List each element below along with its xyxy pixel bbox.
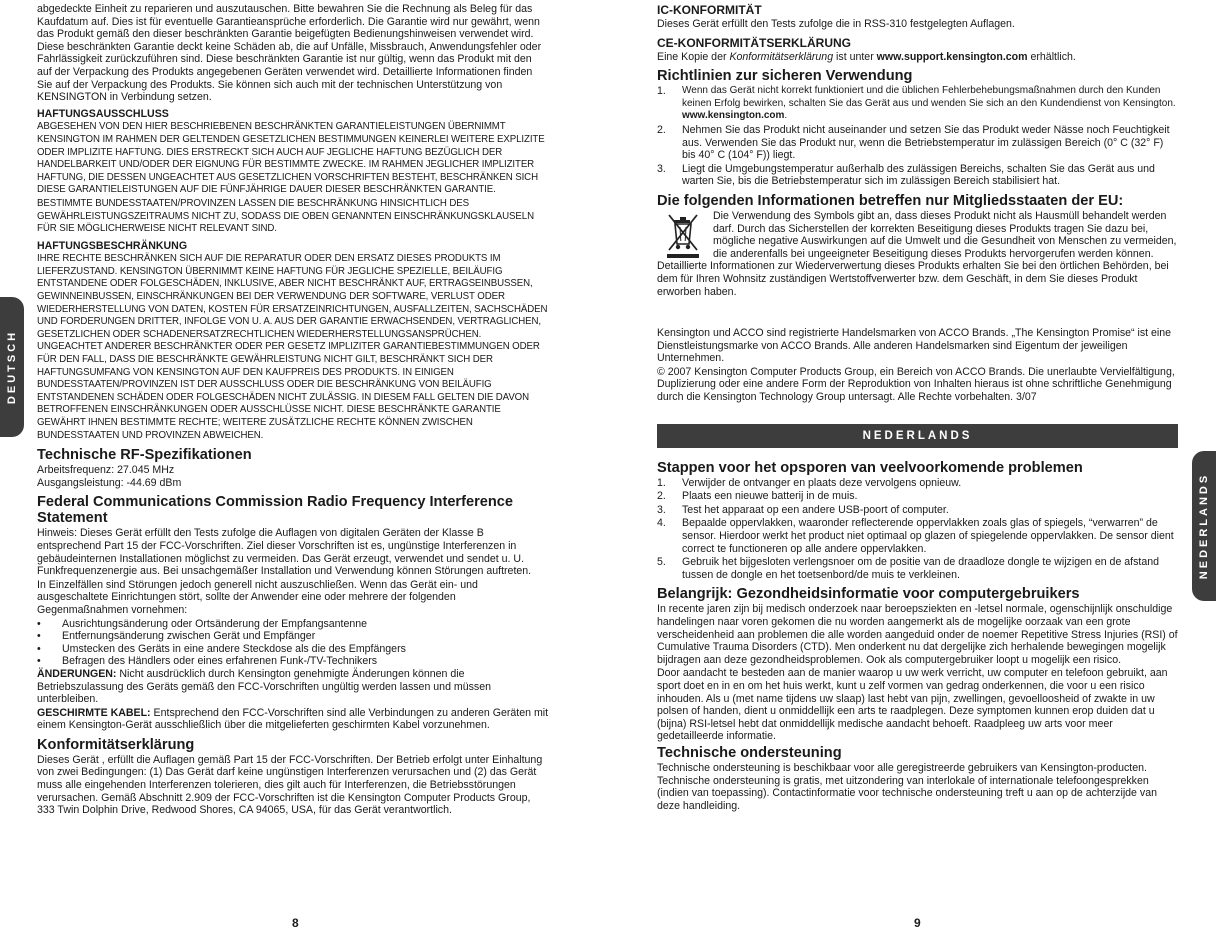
page-left [37, 3, 549, 818]
fcc-measures-list [37, 618, 549, 668]
nl-support-paragraph: Technische ondersteuning is beschikbaar voor alle geregistreerde gebruikers van Kensington-producten. Technische ondersteuning is gratis, met uitzondering van interlokale of internationale telefoongesprekken (indien van toepassing). Contactinformatie voor technische ondersteuning treft u aan op de achterzijde van deze handleiding. [657, 761, 1157, 812]
conformity-paragraph: Dieses Gerät , erfüllt die Auflagen gemäß Part 15 der FCC-Vorschriften. Der Betrieb erfolgt unter Einhaltung von zwei Bedingungen: (1) Das Gerät darf keine ungünstigen Interferenzen verursachen und (2) das Gerät muss alle eingehenden Interferenzen tolerieren, dies gilt auch für Interferenzen, die Betriebsstörungen verursachen. Gemäß Abschnitt 2.909 der FCC-Vorschriften ist die Kensington Computer Products Group, 333 Twin Dolphin Drive, Redwood Shores, CA 94065, USA, für das Gerät verantwortlich. [37, 753, 543, 817]
limitation-heading: HAFTUNGSBESCHRÄNKUNG [37, 239, 188, 252]
page-number-left: 8 [292, 916, 299, 930]
list-tail: . [784, 110, 788, 122]
list-number: 5. [657, 556, 666, 569]
liability-heading: HAFTUNGSAUSSCHLUSS [37, 107, 169, 120]
list-text: Bepaalde oppervlakken, waaronder reflecterende oppervlakken zoals glas of spiegels, “verwarren” de sensor. Hierdoor werkt het product niet optimaal op glazen of spiegelende oppervlakken. De sensor dient correct te functioneren op alle andere oppervlakken. [682, 517, 1174, 555]
ce-heading: CE-KONFORMITÄTSERKLÄRUNG [657, 35, 851, 50]
liability-paragraph-2: BESTIMMTE BUNDESSTAATEN/PROVINZEN LASSEN DIE BESCHRÄNKUNG HINSICHTLICH DES GEWÄHRLEISTUNGSZEITRAUMS NICHT ZU, SODASS DIE OBEN GENANNTEN EINSCHRÄNKUNGSKLAUSELN FÜR SIE MÖGLICHERWEISE NICHT RELEVANT SIND. [37, 197, 534, 235]
list-item [657, 85, 1179, 123]
weee-crossed-bin-icon [657, 210, 709, 260]
list-number: 1. [657, 85, 666, 98]
eu-block [657, 210, 1179, 298]
list-item: • Entfernungsänderung zwischen Gerät und Empfänger [37, 630, 549, 643]
language-tab-nederlands: NEDERLANDS [1192, 451, 1216, 601]
list-item [657, 490, 1179, 503]
list-item [657, 124, 1179, 162]
section-bar-nederlands: NEDERLANDS [657, 424, 1178, 448]
list-item [657, 477, 1179, 490]
list-text: Gebruik het bijgesloten verlengsnoer om de positie van de draadloze dongle te wijzigen en de afstand tussen de dongle en het toetsenbord/de muis te verkleinen. [682, 556, 1160, 581]
nl-troubleshooting-list [657, 477, 1179, 582]
changes-text: Nicht ausdrücklich durch Kensington genehmigte Änderungen können die Betriebszulassung des Geräts gemäß den FCC-Vorschriften ungültig werden lassen und müssen unterbleiben. [37, 667, 491, 706]
list-text: Plaats een nieuwe batterij in de muis. [682, 490, 858, 503]
conformity-heading: Konformitätserklärung [37, 736, 195, 753]
nl-health-heading: Belangrijk: Gezondheidsinformatie voor computergebruikers [657, 586, 1080, 603]
limitation-paragraph: IHRE RECHTE BESCHRÄNKEN SICH AUF DIE REPARATUR ODER DEN ERSATZ DIESES PRODUKTS IM LIEFERZUSTAND. KENSINGTON ÜBERNIMMT KEINE HAFTUNG FÜR JEGLICHE SPEZIELLE, BEILÄUFIG ENTSTANDENE ODER FOLGESCHÄDEN, INKLUSIVE, ABER NICHT BESCHRÄNKT AUF, ERTRAGSEINBUSSEN, GEWINNEINBUSSEN, EINSCHRÄNKUNGEN BEI DER VERWENDUNG DER SOFTWARE, VERLUST ODER WIEDERHERSTELLUNG VON DATEN, KOSTEN FÜR ERSATZEINRICHTUNGEN, AUSFALLZEITEN, SACHSCHÄDEN UND FORDERUNGEN DRITTER, INFOLGE VON U. A. AUS DER GARANTIE ERWACHSENDEN, VERTRAGLICHEN, GESETZLICHEN ODER SCHADENERSATZRECHTLICHEN WIEDERHERSTELLUNGSANSPRÜCHEN. UNGEACHTET ANDERER BESCHRÄNKTER ODER PER GESETZ IMPLIZITER GARANTIEBESTIMMUNGEN ODER FÜR DEN FALL, DASS DIE BESCHRÄNKTE GEWÄHRLEISTUNG NICHT GILT, BESCHRÄNKT SICH DER HAFTUNGSUMFANG VON KENSINGTON AUF DEN KAUFPREIS DES PRODUKTS. IN EINIGEN BUNDESSTAATEN/PROVINZEN IST DER AUSSCHLUSS ODER DIE BESCHRÄNKUNG VON BEILÄUFIG ENTSTANDENEN SCHÄDEN ODER FOLGESCHÄDEN NICHT ZULÄSSIG. IN DIESEM FALL GELTEN DIE DAVON BETROFFENEN EINSCHRÄNKUNGEN ODER AUSSCHLÜSSE NICHT. DIESE BESCHRÄNKTE GARANTIE GEWÄHRT IHNEN BESTIMMTE RECHTE; WEITERE ZUSÄTZLICHE RECHTE KÖNNEN ZWISCHEN BUNDESSTAATEN UND PROVINZEN ABWEICHEN. [37, 253, 548, 441]
list-item [657, 163, 1179, 188]
kensington-link[interactable]: www.kensington.com [682, 110, 785, 122]
list-text: Liegt die Umgebungstemperatur außerhalb des zulässigen Bereichs, schalten Sie das Gerät aus und warten Sie, bis die Betriebstemperatur sich im zulässigen Bereich stabilisiert hat. [682, 162, 1155, 188]
ce-text-c: erhältlich. [1027, 50, 1076, 63]
fcc-heading: Federal Communications Commission Radio Frequency Interference Statement [37, 494, 514, 527]
list-item: • Befragen des Händlers oder eines erfahrenen Funk-/TV-Technikers [37, 655, 549, 668]
list-number: 1. [657, 476, 666, 489]
list-number: 3. [657, 503, 666, 516]
rf-spec-heading: Technische RF-Spezifikationen [37, 447, 252, 464]
ic-heading: IC-KONFORMITÄT [657, 3, 762, 17]
list-number: 4. [657, 517, 666, 530]
list-number: 2. [657, 123, 666, 136]
safety-heading: Richtlinien zur sicheren Verwendung [657, 68, 913, 85]
support-link[interactable]: www.support.kensington.com [876, 50, 1028, 63]
changes-note [37, 668, 549, 706]
eu-paragraph: Die Verwendung des Symbols gibt an, dass dieses Produkt nicht als Hausmüll behandelt werden darf. Durch das Sicherstellen der korrekten Beseitigung dieses Produkts tragen Sie dazu bei, mögliche negative Auswirkungen auf die Umwelt und die Gesundheit von Menschen zu vermeiden, die anderenfalls bei ungeeigneter Beseitigung dieses Produkts hervorgerufen werden können. Detaillierte Informationen zur Wiederverwertung dieses Produkts erhalten Sie bei den örtlichen Behörden, bei dem für Ihren Wohnsitz zuständigen Wertstoffverwerter bzw. dem Geschäft, in dem Sie dieses Produkt erworben haben. [657, 209, 1177, 298]
list-item [657, 504, 1179, 517]
list-item: • Umstecken des Geräts in eine andere Steckdose als die des Empfängers [37, 643, 549, 656]
trademark-paragraph: Kensington und ACCO sind registrierte Handelsmarken von ACCO Brands. „The Kensington Promise“ ist eine Dienstleistungsmarke von ACCO Brands. Alle anderen Handelsmarken sind Eigentum der jeweiligen Unternehmen. [657, 327, 1172, 365]
page-number-right: 9 [914, 916, 921, 930]
cable-note [37, 707, 549, 732]
liability-paragraph-1: ABGESEHEN VON DEN HIER BESCHRIEBENEN BESCHRÄNKTEN GARANTIELEISTUNGEN ÜBERNIMMT KENSINGTON IM RAHMEN DER GELTENDEN GESETZLICHEN BESTIMMUNGEN KEINERLEI WEITERE EXPLIZITE ODER IMPLIZITE HAFTUNG. DIES ERSTRECKT SICH AUCH AUF JEGLICHE HAFTUNG BEZÜGLICH DER HANDELBARKEIT UND/ODER DER EIGNUNG FÜR BESTIMMTE ZWECKE. IM RAHMEN JEGLICHER IMPLIZITER HAFTUNG, DIE DESSEN UNGEACHTET AUS GESETZLICHEN VORSCHRIFTEN BESTEHT, BESCHRÄNKEN SICH DIESE GARANTIELEISTUNGEN AUF DIE FÜNFJÄHRIGE DAUER DIESER BESCHRÄNKTEN GARANTIE. [37, 121, 545, 196]
ce-paragraph-2 [657, 51, 1179, 64]
list-text: Nehmen Sie das Produkt nicht auseinander und setzen Sie das Produkt weder Nässe noch Feuchtigkeit aus. Verwenden Sie das Produkt nur, wenn die Betriebstemperatur im zulässigen Bereich (0° C (32° F) bis 40° C (104° F)) liegt. [682, 123, 1170, 162]
list-text: Verwijder de ontvanger en plaats deze vervolgens opnieuw. [682, 476, 962, 489]
safety-list [657, 85, 1179, 188]
changes-label: ÄNDERUNGEN: [37, 667, 117, 680]
fcc-paragraph-1: Hinweis: Dieses Gerät erfüllt den Tests zufolge die Auflagen von digitalen Geräten der Klasse B entsprechend Part 15 der FCC-Vorschriften. Ziel dieser Vorschriften ist es, ungünstige Interferenzen in gebäudeinternen Installationen möglichst zu vermeiden. Das Gerät erzeugt, verwendet und sendet u. U. Funkfrequenzenergie aus. Bei unsachgemäßer Installation und Verwendung können Störungen auftreten. [37, 527, 532, 578]
ic-paragraph: Dieses Gerät erfüllt den Tests zufolge die in RSS-310 festgelegten Auflagen. [657, 18, 1015, 30]
list-text: Wenn das Gerät nicht korrekt funktioniert und die üblichen Fehlerbehebungsmaßnahmen durch den Kunden keinen Erfolg bewirken, schalten Sie das Gerät aus und wenden Sie sich an den Kundendienst von Kensington. [682, 85, 1176, 109]
list-item: • Ausrichtungsänderung oder Ortsänderung der Empfangsantenne [37, 618, 549, 631]
list-item [657, 556, 1179, 581]
rf-output-power: Ausgangsleistung: -44.69 dBm [37, 476, 182, 489]
page-right [657, 3, 1179, 813]
nl-troubleshooting-heading: Stappen voor het opsporen van veelvoorkomende problemen [657, 459, 1083, 476]
language-tab-deutsch: DEUTSCH [0, 297, 24, 437]
warranty-intro: abgedeckte Einheit zu reparieren und auszutauschen. Bitte bewahren Sie die Rechnung als Beleg für das Kaufdatum auf. Dies ist für eventuelle Garantieansprüche erforderlich. Die Garantie wird nur gewährt, wenn das Produkt gemäß den dieser beschränkten Garantie beigefügten Bedienungshinweisen verwendet wird. Diese beschränkten Garantie deckt keine Schäden ab, die auf Unfälle, Missbrauch, Anwendungsfehler oder Fahrlässigkeit zurückzuführen sind. Diese beschränkten Garantie ist nur gültig, wenn das Produkt mit den auf der Verpackung des Produkts angegebenen Geräten verwendet wird. Detaillierte Informationen finden Sie auf der Verpackung des Produkts. Sie können sich auch mit der technischen Unterstützung von KENSINGTON in Verbindung setzen. [37, 3, 542, 104]
list-number: 2. [657, 490, 666, 503]
list-text: Test het apparaat op een andere USB-poort of computer. [682, 503, 949, 516]
nl-health-paragraph-2: Door aandacht te besteden aan de manier waarop u uw werk verricht, uw computer en telefoon gebruikt, aan sport doet en in en om het huis werkt, kunt u zelf vormen van gedrag onderkennen, die voor u een risico inhouden. Als u (met name tijdens uw slaap) last hebt van pijn, zwellingen, gevoelloosheid of zwakte in uw polsen of handen, dient u onmiddellijk een arts te raadplegen. Deze symptomen kunnen erop duiden dat u (bijna) RSI-letsel hebt dat onmiddellijk medische aandacht behoeft. Raadpleeg uw arts voor meer gedetailleerde informatie. [657, 667, 1168, 743]
ce-text-a: Eine Kopie der [657, 50, 730, 63]
cable-label: GESCHIRMTE KABEL: [37, 706, 151, 719]
list-number: 3. [657, 162, 666, 175]
list-item [657, 517, 1179, 555]
rf-frequency: Arbeitsfrequenz: 27.045 MHz [37, 464, 175, 477]
nl-support-heading: Technische ondersteuning [657, 744, 842, 761]
copyright-paragraph: © 2007 Kensington Computer Products Group, ein Bereich von ACCO Brands. Die unerlaubte Vervielfältigung, Duplizierung oder eine andere Form der Reproduktion von Inhalten hieraus ist ohne schriftliche Genehmigung durch die Kensington Technology Group untersagt. Alle Rechte vorbehalten. 3/07 [657, 365, 1175, 404]
eu-heading: Die folgenden Informationen betreffen nur Mitgliedsstaaten der EU: [657, 192, 1124, 209]
fcc-paragraph-2: In Einzelfällen sind Störungen jedoch generell nicht auszuschließen. Wenn das Gerät ein- und ausgeschaltete Einrichtungen stört, sollte der Anwender eine oder mehrere der folgenden Gegenmaßnahmen vornehmen: [37, 578, 478, 616]
nl-health-paragraph-1: In recente jaren zijn bij medisch onderzoek naar beroepsziekten en -letsel normale, ogenschijnlijk onschuldige handelingen naar voren gekomen die nu worden aangemerkt als de mogelijke oorzaak van een grote verscheidenheid aan problemen die alle worden aangeduid onder de noemer Repetitive Stress Injuries (RSI) of Cumulative Trauma Disorders (CTD). Men onderkent nu dat dergelijke zich herhalende bewegingen mogelijk bijdragen aan deze gezondheidsproblemen. Ook als computergebruiker loopt u mogelijk een risico. [657, 603, 1178, 666]
cable-text: Entsprechend den FCC-Vorschriften sind alle Verbindungen zu anderen Geräten mit einem Kensington-Gerät ausschließlich über die mitgelieferten geschirmten Kabel vorzunehmen. [37, 706, 549, 732]
ce-text-b: ist unter [833, 50, 877, 63]
ce-text-italic: Konformitätserklärung [729, 50, 834, 63]
